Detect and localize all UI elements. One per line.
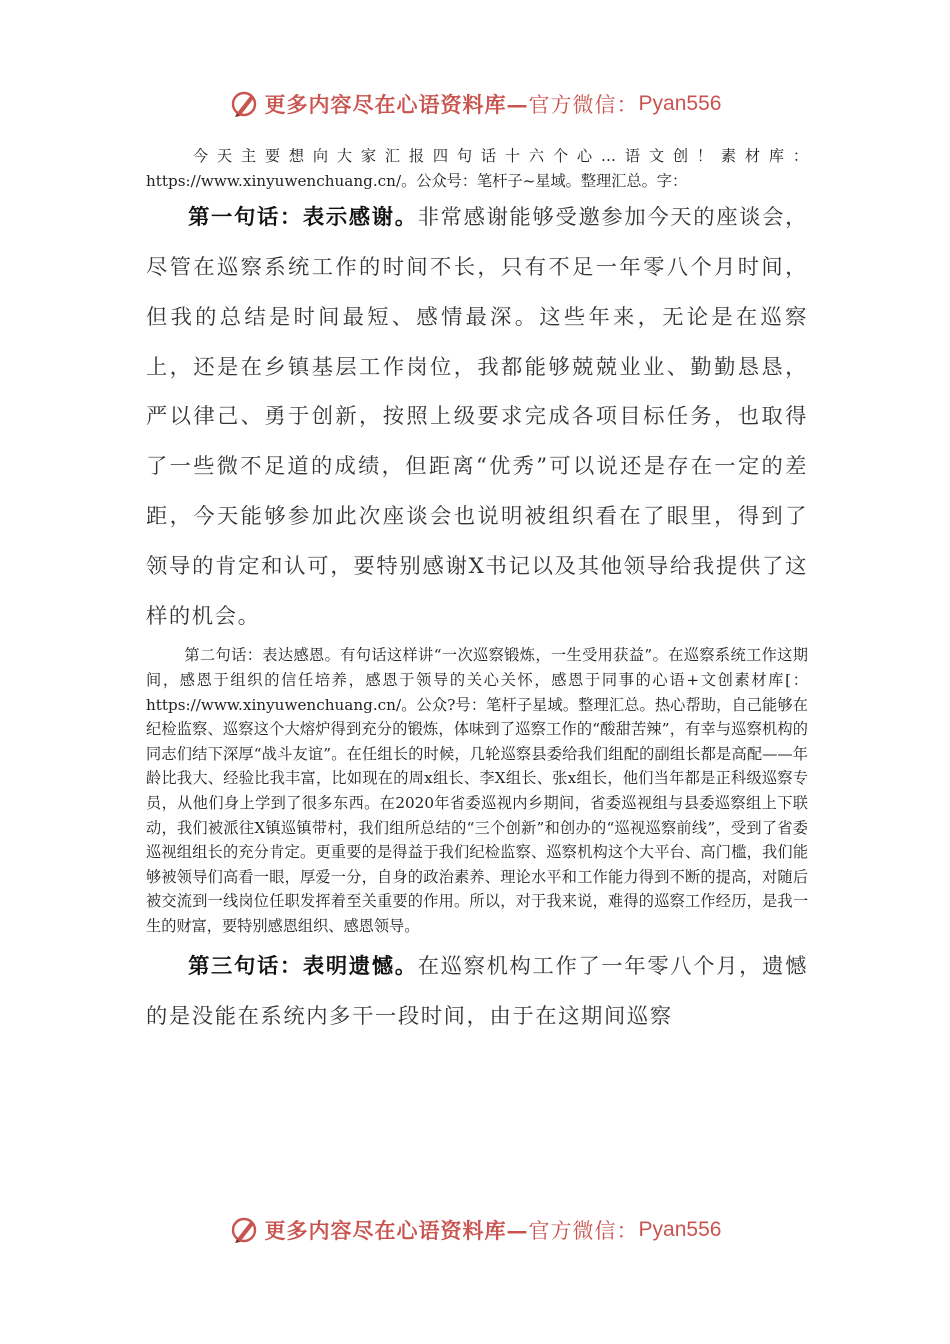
document-body	[146, 144, 808, 1042]
pen-logo-icon	[229, 1215, 259, 1245]
footer-banner	[0, 1210, 950, 1250]
banner-wechat-id: Pyan556	[638, 92, 722, 115]
paragraph-regret-body: 在巡察机构工作了一年零八个月，遗憾的是没能在系统内多干一段时间，由于在这期间巡察	[146, 954, 808, 1030]
banner-title: 更多内容尽在心语资料库—	[264, 92, 529, 117]
pen-logo-icon	[229, 89, 259, 119]
footer-banner-wechat-id: Pyan556	[638, 1218, 722, 1241]
paragraph-thanks-heading: 第一句话：表示感谢。	[188, 205, 418, 231]
footer-banner-wechat-label: 官方微信：	[528, 1219, 639, 1243]
paragraph-gratitude: 第二句话：表达感恩。有句话这样讲“一次巡察锻炼，一生受用获益”。在巡察系统工作这期间，感恩于组织的信任培养，感恩于领导的关心关怀，感恩于同事的心语+文创素材库[：https://www.xinyuwenchuang.cn/。公众?号：笔杆子星域。整理汇总。热心帮助，自己能够在纪检监察、巡察这个大熔炉得到充分的锻炼，体味到了巡察工作的“酸甜苦辣”，有幸与巡察机构的同志们结下深厚“战斗友谊”。在任组长的时候，几轮巡察县委给我们组配的副组长都是高配——年龄比我大、经验比我丰富，比如现在的周x组长、李X组长、张x组长，他们当年都是正科级巡察专员，从他们身上学到了很多东西。在2020年省委巡视内乡期间，省委巡视组与县委巡察组上下联动，我们被派往X镇巡镇带村，我们组所总结的“三个创新”和创办的“巡视巡察前线”，受到了省委巡视组组长的充分肯定。更重要的是得益于我们纪检监察、巡察机构这个大平台、高门槛，我们能够被领导们高看一眼，厚爱一分，自身的政治素养、理论水平和工作能力得到不断的提高，对随后被交流到一线岗位任职发挥着至关重要的作用。所以，对于我来说，难得的巡察工作经历，是我一生的财富，要特别感恩组织、感恩领导。	[146, 646, 808, 935]
footer-banner-title: 更多内容尽在心语资料库—	[264, 1218, 529, 1243]
header-banner	[0, 84, 950, 124]
paragraph-regret	[146, 942, 808, 1042]
intro-paragraph: 今天主要想向大家汇报四句话十六个心…语文创！素材库：https://www.xinyuwenchuang.cn/。公众号：笔杆子~星域。整理汇总。字：	[146, 147, 808, 190]
paragraph-regret-heading: 第三句话：表明遗憾。	[188, 954, 418, 980]
paragraph-thanks	[146, 193, 808, 641]
banner-wechat-label: 官方微信：	[528, 93, 639, 117]
paragraph-thanks-body: 非常感谢能够受邀参加今天的座谈会，尽管在巡察系统工作的时间不长，只有不足一年零八个月时间，但我的总结是时间最短、感情最深。这些年来，无论是在巡察上，还是在乡镇基层工作岗位，我都能够兢兢业业、勤勤恳恳，严以律己、勇于创新，按照上级要求完成各项目标任务，也取得了一些微不足道的成绩，但距离“优秀”可以说还是存在一定的差距，今天能够参加此次座谈会也说明被组织看在了眼里，得到了领导的肯定和认可，要特别感谢X书记以及其他领导给我提供了这样的机会。	[146, 205, 808, 629]
